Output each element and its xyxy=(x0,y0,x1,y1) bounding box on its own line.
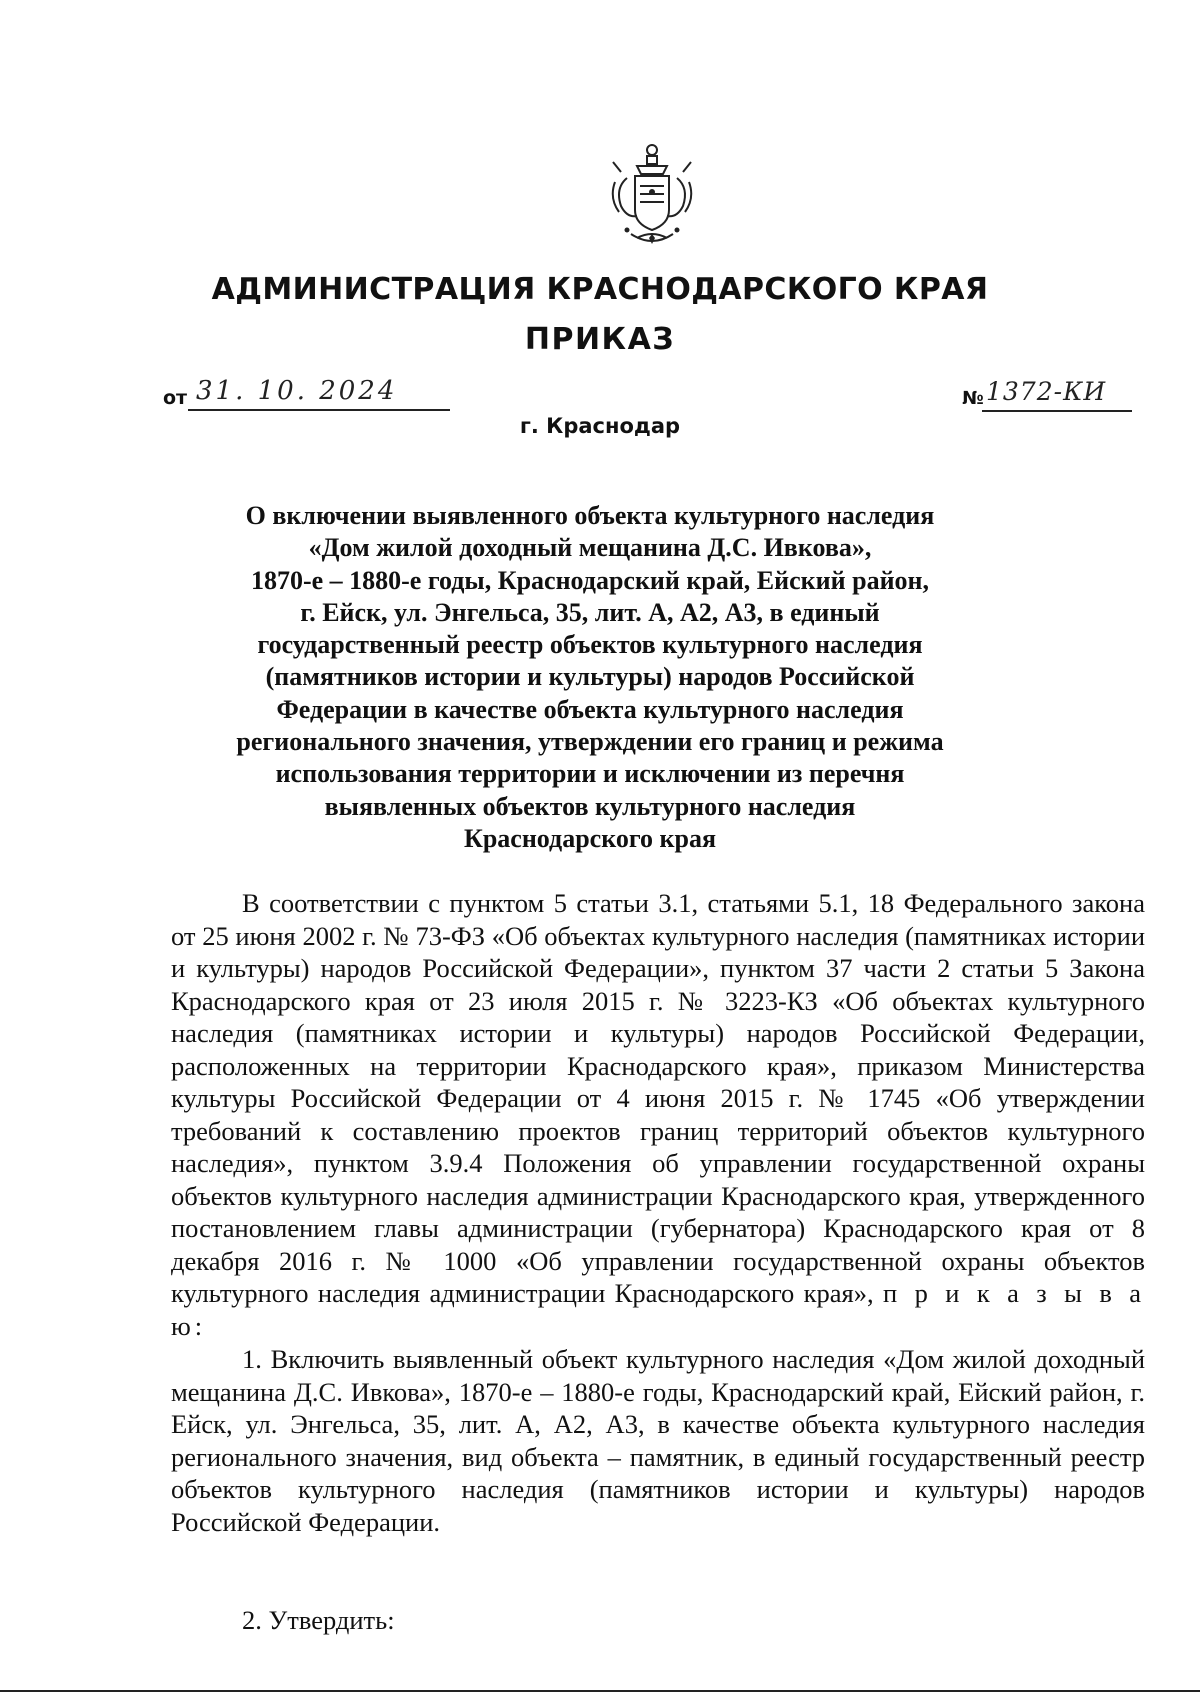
document-heading xyxy=(230,500,950,855)
heading-line: государственный реестр объектов культурного наследия xyxy=(257,630,923,660)
order-word: п р и к а з ы в а ю: xyxy=(171,1278,1145,1341)
heading-line: г. Ейск, ул. Энгельса, 35, лит. А, А2, А3, в единый xyxy=(300,597,880,627)
heading-line: О включении выявленного объекта культурного наследия xyxy=(245,501,935,530)
heading-line: 1870-е – 1880-е годы, Краснодарский край, Ейский район, xyxy=(250,565,930,595)
city: г. Краснодар xyxy=(519,414,681,438)
heading-line: Федерации в качестве объекта культурного наследия xyxy=(276,694,904,724)
page-bottom-rule xyxy=(0,1690,1200,1692)
item-1-text: 1. Включить выявленный объект культурного наследия «Дом жилой доходный мещанина Д.С. Ивкова», 1870-е – 1880-е годы, Краснодарский край, Ейский район, г. Ейск, ул. Энгельса, 35, лит. А, А2, А3, в качестве объекта культурного наследия регионального значения, вид объекта – памятник, в единый государственный реестр объектов культурного наследия (памятников истории и культуры) народов Российской Федерации. xyxy=(171,1344,1145,1537)
heading-line: Краснодарского края xyxy=(463,823,717,853)
heading-line: «Дом жилой доходный мещанина Д.С. Ивкова», xyxy=(308,533,872,563)
date-underline xyxy=(188,409,450,411)
date-prefix: от xyxy=(163,387,188,409)
heading-line: использования территории и исключении из перечня xyxy=(275,759,905,789)
organization-name: АДМИНИСТРАЦИЯ КРАСНОДАРСКОГО КРАЯ xyxy=(211,272,989,307)
document-type: ПРИКАЗ xyxy=(524,322,676,357)
number-handwritten: 1372-КИ xyxy=(986,377,1107,406)
number-prefix: № xyxy=(962,388,984,409)
coat-of-arms-icon xyxy=(607,142,697,250)
number-underline xyxy=(982,410,1132,412)
item-2-text: 2. Утвердить: xyxy=(242,1605,395,1635)
item-1-paragraph xyxy=(171,1343,1145,1538)
preamble-text: В соответствии с пунктом 5 статьи 3.1, статьями 5.1, 18 Федерального закона от 25 июня 2002 г. № 73-ФЗ «Об объектах культурного наследия (памятниках истории и культуры) народов Российской Федерации», пунктом 37 части 2 статьи 5 Закона Краснодарского края от 23 июля 2015 г. № 3223-КЗ «Об объектах культурного наследия (памятниках истории и культуры) народов Российской Федерации, расположенных на территории Краснодарского края», приказом Министерства культуры Российской Федерации от 4 июня 2015 г. № 1745 «Об утверждении требований к составлению проектов границ территорий объектов культурного наследия», пунктом 3.9.4 Положения об управлении государственной охраны объектов культурного наследия администрации Краснодарского края, утвержденного постановлением главы администрации (губернатора) Краснодарского края от 8 декабря 2016 г. № 1000 «Об управлении государственной охраны объектов культурного наследия администрации Краснодарского края», xyxy=(171,888,1145,1308)
heading-line: (памятников истории и культуры) народов Российской xyxy=(265,662,915,692)
heading-line: выявленных объектов культурного наследия xyxy=(324,791,856,821)
date-handwritten: 31. 10. 2024 xyxy=(196,376,398,406)
item-2-paragraph xyxy=(171,1604,1145,1637)
preamble-paragraph xyxy=(171,887,1145,1342)
heading-line: регионального значения, утверждении его границ и режима xyxy=(236,727,944,757)
